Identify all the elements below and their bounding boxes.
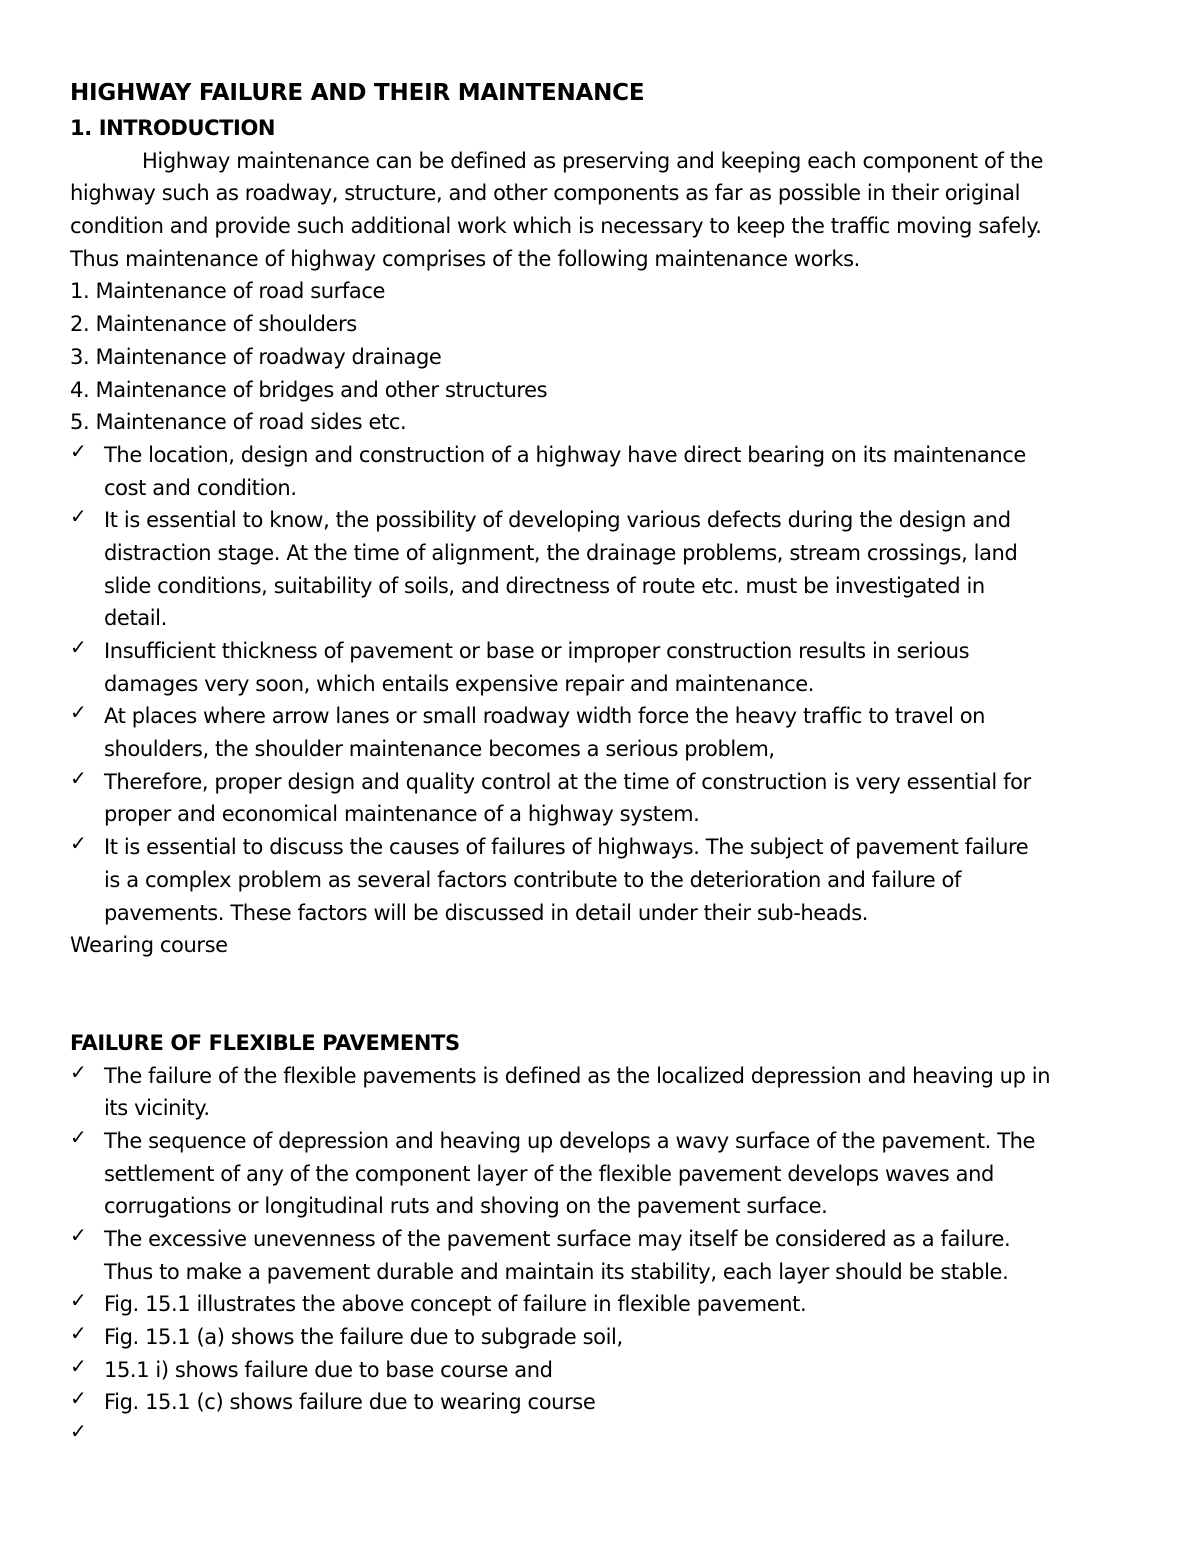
blank-space — [70, 962, 1140, 1027]
check-list-item — [70, 1419, 1140, 1452]
check-item-line: shoulders, the shoulder maintenance becomes a serious problem, — [104, 737, 775, 762]
check-item-line: Thus to make a pavement durable and maintain its stability, each layer should be stable. — [104, 1259, 1009, 1284]
check-item-line: Fig. 15.1 illustrates the above concept of failure in flexible pavement. — [104, 1292, 807, 1317]
check-list-item — [70, 1223, 1140, 1288]
check-list-flexible-failure — [70, 1060, 1140, 1452]
checkmark-icon: ✓ — [70, 1386, 87, 1411]
section-heading-introduction: 1. INTRODUCTION — [70, 116, 276, 140]
check-item-line: The failure of the flexible pavements is defined as the localized depression and heaving up in — [104, 1063, 1051, 1088]
check-list-item — [70, 635, 1140, 700]
section-heading-flexible-failure: FAILURE OF FLEXIBLE PAVEMENTS — [70, 1030, 460, 1055]
check-item-line: settlement of any of the component layer of the flexible pavement develops waves and — [104, 1161, 994, 1186]
check-list-item — [70, 831, 1140, 929]
checkmark-icon: ✓ — [70, 1321, 87, 1346]
paragraph-line: Highway maintenance can be defined as preserving and keeping each component of the — [142, 148, 1043, 173]
check-item-line: Therefore, proper design and quality control at the time of construction is very essential for — [104, 769, 1031, 794]
check-item-line: Fig. 15.1 (a) shows the failure due to subgrade soil, — [104, 1325, 623, 1350]
checkmark-icon: ✓ — [70, 831, 87, 856]
check-item-line: is a complex problem as several factors contribute to the deterioration and failure of — [104, 867, 962, 892]
numbered-item: 5. Maintenance of road sides etc. — [70, 410, 407, 435]
checkmark-icon: ✓ — [70, 1059, 87, 1084]
paragraph-line: highway such as roadway, structure, and other components as far as possible in their original — [70, 181, 1021, 206]
check-list-item — [70, 439, 1140, 504]
numbered-item: 4. Maintenance of bridges and other structures — [70, 377, 548, 402]
check-list-item — [70, 1060, 1140, 1125]
check-item-line: Insufficient thickness of pavement or base or improper construction results in serious — [104, 639, 970, 663]
check-list-item — [70, 1354, 1140, 1387]
document-title: HIGHWAY FAILURE AND THEIR MAINTENANCE — [70, 80, 645, 106]
numbered-item: 2. Maintenance of shoulders — [70, 312, 357, 337]
check-item-line: proper and economical maintenance of a highway system. — [104, 802, 700, 827]
check-item-line: damages very soon, which entails expensive repair and maintenance. — [104, 671, 815, 696]
numbered-item: 3. Maintenance of roadway drainage — [70, 344, 442, 369]
document-page — [70, 74, 1140, 1452]
check-item-line: Fig. 15.1 (c) shows failure due to wearing course — [104, 1390, 596, 1415]
numbered-item: 1. Maintenance of road surface — [70, 279, 386, 304]
check-list-item — [70, 1386, 1140, 1419]
checkmark-icon: ✓ — [70, 438, 87, 463]
check-list-item — [70, 504, 1140, 635]
checkmark-icon: ✓ — [70, 700, 87, 725]
intro-paragraph — [70, 145, 1140, 276]
check-item-line: pavements. These factors will be discussed in detail under their sub-heads. — [104, 900, 869, 925]
check-item-line: distraction stage. At the time of alignment, the drainage problems, stream crossings, land — [104, 540, 1018, 565]
wearing-course-text: Wearing course — [70, 933, 228, 958]
checkmark-icon: ✓ — [70, 1419, 87, 1444]
check-list-item — [70, 1125, 1140, 1223]
check-item-line: detail. — [104, 606, 167, 631]
check-list-item — [70, 1321, 1140, 1354]
check-item-line: The sequence of depression and heaving up develops a wavy surface of the pavement. The — [104, 1128, 1036, 1153]
maintenance-works-list — [70, 275, 1140, 438]
check-item-line: slide conditions, suitability of soils, and directness of route etc. must be investigated in — [104, 573, 985, 598]
check-list-item — [70, 766, 1140, 831]
checkmark-icon: ✓ — [70, 1124, 87, 1149]
checkmark-icon: ✓ — [70, 1353, 87, 1378]
check-list-introduction — [70, 439, 1140, 929]
paragraph-line: Thus maintenance of highway comprises of the following maintenance works. — [70, 246, 860, 271]
checkmark-icon: ✓ — [70, 765, 87, 790]
check-item-line: its vicinity. — [104, 1096, 210, 1121]
checkmark-icon: ✓ — [70, 1288, 87, 1313]
check-item-line: cost and condition. — [104, 475, 297, 500]
checkmark-icon: ✓ — [70, 504, 87, 529]
check-list-item — [70, 700, 1140, 765]
check-item-line: The excessive unevenness of the pavement surface may itself be considered as a failure. — [104, 1227, 1011, 1251]
check-item-line: It is essential to discuss the causes of failures of highways. The subject of pavement failure — [104, 835, 1029, 860]
check-item-line: At places where arrow lanes or small roadway width force the heavy traffic to travel on — [104, 704, 986, 729]
check-item-line: 15.1 i) shows failure due to base course and — [104, 1357, 553, 1382]
check-item-line: It is essential to know, the possibility of developing various defects during the design and — [104, 508, 1011, 533]
check-list-item — [70, 1288, 1140, 1321]
check-item-line — [104, 1419, 1140, 1452]
checkmark-icon: ✓ — [70, 635, 87, 659]
checkmark-icon: ✓ — [70, 1223, 87, 1247]
check-item-line: corrugations or longitudinal ruts and shoving on the pavement surface. — [104, 1194, 828, 1219]
check-item-line: The location, design and construction of a highway have direct bearing on its maintenance — [104, 442, 1026, 467]
paragraph-line: condition and provide such additional work which is necessary to keep the traffic moving safely. — [70, 214, 1042, 239]
